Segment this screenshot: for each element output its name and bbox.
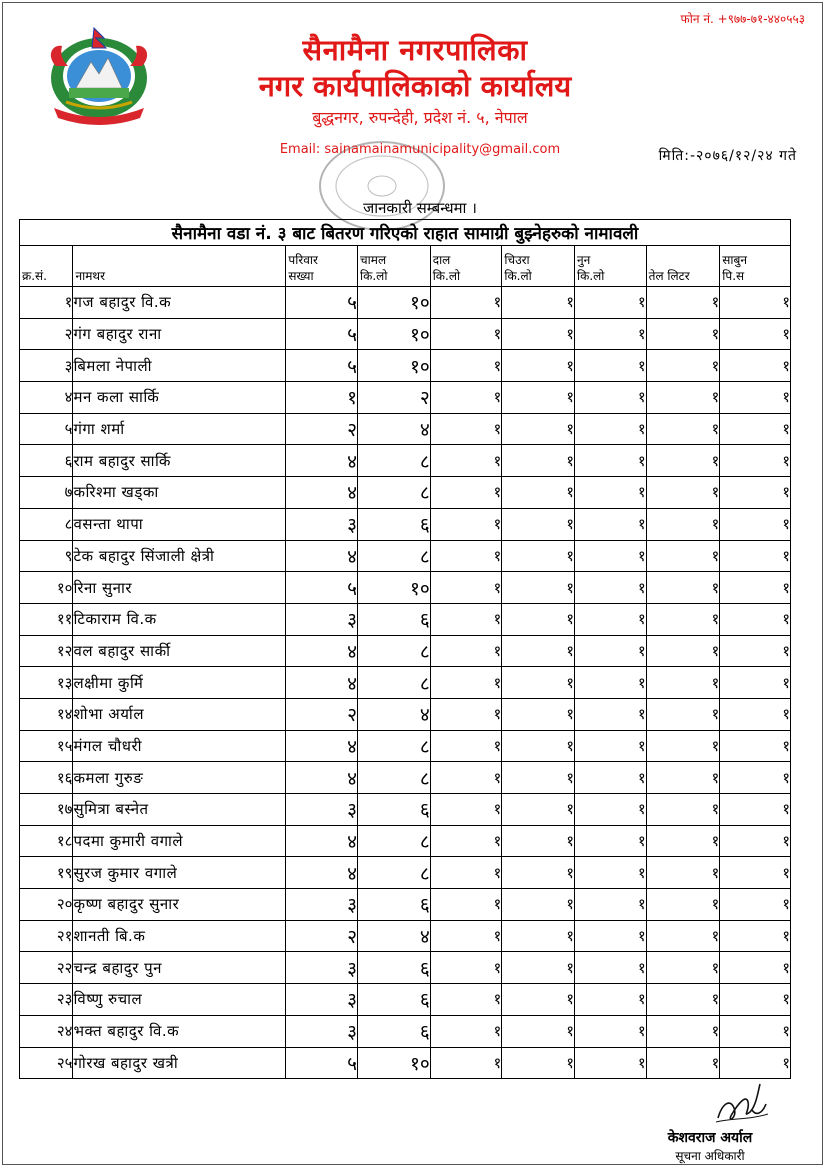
header-soap-line2: पि.स bbox=[722, 269, 745, 283]
cell-serial: ९ bbox=[20, 540, 73, 572]
cell-rice: ८ bbox=[358, 857, 431, 889]
cell-soap: १ bbox=[720, 698, 791, 730]
cell-family-size: २ bbox=[286, 920, 358, 952]
cell-name: पदमा कुमारी वगाले bbox=[73, 825, 286, 857]
cell-dal: १ bbox=[430, 698, 502, 730]
cell-family-size: ४ bbox=[286, 477, 358, 509]
header-dal-line1: दाल bbox=[432, 253, 451, 267]
cell-name: शानती बि.क bbox=[73, 920, 286, 952]
cell-name: कृष्ण बहादुर सुनार bbox=[73, 889, 286, 921]
cell-oil: १ bbox=[646, 762, 720, 794]
header-rice-line1: चामल bbox=[360, 253, 387, 267]
cell-name: गंगा शर्मा bbox=[73, 413, 286, 445]
cell-family-size: ३ bbox=[286, 603, 358, 635]
cell-salt: १ bbox=[575, 667, 647, 699]
handwritten-signature bbox=[712, 1074, 772, 1134]
cell-soap: १ bbox=[720, 730, 791, 762]
cell-chiura: १ bbox=[502, 984, 575, 1016]
table-row bbox=[20, 287, 791, 319]
cell-chiura: १ bbox=[502, 572, 575, 604]
cell-salt: १ bbox=[575, 1047, 647, 1079]
cell-soap: १ bbox=[720, 540, 791, 572]
cell-chiura: १ bbox=[502, 794, 575, 826]
cell-oil: १ bbox=[646, 413, 720, 445]
table-row bbox=[20, 508, 791, 540]
cell-salt: १ bbox=[575, 413, 647, 445]
table-row bbox=[20, 857, 791, 889]
cell-serial: २० bbox=[20, 889, 73, 921]
cell-name: टेक बहादुर सिंजाली क्षेत्री bbox=[73, 540, 286, 572]
cell-oil: १ bbox=[646, 857, 720, 889]
cell-salt: १ bbox=[575, 477, 647, 509]
cell-name: मन कला सार्कि bbox=[73, 382, 286, 414]
cell-dal: १ bbox=[430, 635, 502, 667]
cell-chiura: १ bbox=[502, 477, 575, 509]
cell-serial: १४ bbox=[20, 698, 73, 730]
cell-salt: १ bbox=[575, 603, 647, 635]
cell-salt: १ bbox=[575, 730, 647, 762]
cell-chiura: १ bbox=[502, 287, 575, 319]
cell-dal: १ bbox=[430, 1047, 502, 1079]
cell-rice: १० bbox=[358, 318, 431, 350]
cell-soap: १ bbox=[720, 572, 791, 604]
table-row bbox=[20, 984, 791, 1016]
signer-designation: सूचना अधिकारी bbox=[675, 1149, 745, 1163]
cell-family-size: २ bbox=[286, 698, 358, 730]
cell-family-size: ४ bbox=[286, 857, 358, 889]
header-dal-line2: कि.लो bbox=[432, 269, 461, 283]
header-serial: क्र.सं. bbox=[20, 246, 73, 287]
table-row bbox=[20, 318, 791, 350]
cell-serial: ७ bbox=[20, 477, 73, 509]
cell-salt: १ bbox=[575, 698, 647, 730]
phone-number: फोन नं. +९७७-७१-४४०५५३ bbox=[680, 12, 805, 26]
cell-oil: १ bbox=[646, 350, 720, 382]
cell-name: टिकाराम वि.क bbox=[73, 603, 286, 635]
cell-oil: १ bbox=[646, 698, 720, 730]
cell-salt: १ bbox=[575, 508, 647, 540]
cell-chiura: १ bbox=[502, 698, 575, 730]
cell-oil: १ bbox=[646, 382, 720, 414]
organization-name: सैनामैना नगरपालिका bbox=[302, 33, 528, 67]
cell-oil: १ bbox=[646, 794, 720, 826]
cell-serial: ११ bbox=[20, 603, 73, 635]
cell-soap: १ bbox=[720, 825, 791, 857]
cell-dal: १ bbox=[430, 920, 502, 952]
cell-soap: १ bbox=[720, 635, 791, 667]
cell-rice: ८ bbox=[358, 635, 431, 667]
table-title: सैनामैना वडा नं. ३ बाट बितरण गरिएको राहात सामाग्री बुझ्नेहरुको नामावली bbox=[171, 224, 639, 244]
cell-chiura: १ bbox=[502, 635, 575, 667]
header-soap-line1: साबुन bbox=[722, 253, 748, 267]
table-row bbox=[20, 445, 791, 477]
cell-chiura: १ bbox=[502, 762, 575, 794]
cell-name: वल बहादुर सार्की bbox=[73, 635, 286, 667]
cell-serial: ६ bbox=[20, 445, 73, 477]
cell-soap: १ bbox=[720, 667, 791, 699]
cell-oil: १ bbox=[646, 889, 720, 921]
cell-family-size: ४ bbox=[286, 667, 358, 699]
cell-dal: १ bbox=[430, 667, 502, 699]
cell-rice: ८ bbox=[358, 762, 431, 794]
cell-chiura: १ bbox=[502, 350, 575, 382]
cell-oil: १ bbox=[646, 477, 720, 509]
cell-family-size: ४ bbox=[286, 445, 358, 477]
cell-dal: १ bbox=[430, 477, 502, 509]
cell-chiura: १ bbox=[502, 1015, 575, 1047]
cell-chiura: १ bbox=[502, 540, 575, 572]
cell-dal: १ bbox=[430, 984, 502, 1016]
cell-salt: १ bbox=[575, 445, 647, 477]
cell-salt: १ bbox=[575, 635, 647, 667]
cell-rice: ८ bbox=[358, 445, 431, 477]
cell-name: कमला गुरुङ bbox=[73, 762, 286, 794]
header-chiura-line1: चिउरा bbox=[504, 253, 530, 267]
cell-family-size: ५ bbox=[286, 1047, 358, 1079]
cell-family-size: ३ bbox=[286, 508, 358, 540]
cell-dal: १ bbox=[430, 603, 502, 635]
cell-serial: १३ bbox=[20, 667, 73, 699]
cell-oil: १ bbox=[646, 287, 720, 319]
table-row bbox=[20, 1047, 791, 1079]
cell-rice: ८ bbox=[358, 540, 431, 572]
cell-rice: ८ bbox=[358, 477, 431, 509]
cell-oil: १ bbox=[646, 445, 720, 477]
cell-family-size: ५ bbox=[286, 572, 358, 604]
cell-dal: १ bbox=[430, 318, 502, 350]
cell-soap: १ bbox=[720, 762, 791, 794]
cell-serial: २१ bbox=[20, 920, 73, 952]
cell-salt: १ bbox=[575, 572, 647, 604]
table-row bbox=[20, 477, 791, 509]
cell-family-size: ३ bbox=[286, 1015, 358, 1047]
table-row bbox=[20, 635, 791, 667]
header-chiura bbox=[502, 246, 575, 287]
header-rice bbox=[358, 246, 431, 287]
cell-dal: १ bbox=[430, 825, 502, 857]
header-chiura-line2: कि.लो bbox=[504, 269, 532, 283]
cell-dal: १ bbox=[430, 413, 502, 445]
cell-rice: ४ bbox=[358, 920, 431, 952]
cell-salt: १ bbox=[575, 952, 647, 984]
cell-rice: १० bbox=[358, 1047, 431, 1079]
cell-serial: २५ bbox=[20, 1047, 73, 1079]
cell-family-size: ३ bbox=[286, 794, 358, 826]
cell-rice: ६ bbox=[358, 603, 431, 635]
cell-name: करिश्मा खड्का bbox=[73, 477, 286, 509]
table-row bbox=[20, 698, 791, 730]
cell-soap: १ bbox=[720, 603, 791, 635]
cell-name: गोरख बहादुर खत्री bbox=[73, 1047, 286, 1079]
cell-family-size: ४ bbox=[286, 762, 358, 794]
cell-dal: १ bbox=[430, 382, 502, 414]
cell-serial: ५ bbox=[20, 413, 73, 445]
cell-soap: १ bbox=[720, 857, 791, 889]
cell-dal: १ bbox=[430, 794, 502, 826]
cell-chiura: १ bbox=[502, 413, 575, 445]
cell-rice: ६ bbox=[358, 508, 431, 540]
cell-serial: १८ bbox=[20, 825, 73, 857]
cell-chiura: १ bbox=[502, 445, 575, 477]
cell-salt: १ bbox=[575, 794, 647, 826]
cell-chiura: १ bbox=[502, 508, 575, 540]
cell-dal: १ bbox=[430, 952, 502, 984]
cell-family-size: ५ bbox=[286, 318, 358, 350]
cell-chiura: १ bbox=[502, 1047, 575, 1079]
header-oil: तेल लिटर bbox=[646, 246, 720, 287]
table-row bbox=[20, 667, 791, 699]
cell-serial: १ bbox=[20, 287, 73, 319]
cell-rice: ४ bbox=[358, 413, 431, 445]
cell-serial: २ bbox=[20, 318, 73, 350]
cell-soap: १ bbox=[720, 445, 791, 477]
cell-chiura: १ bbox=[502, 318, 575, 350]
table-row bbox=[20, 952, 791, 984]
header-dal bbox=[430, 246, 502, 287]
header-soap bbox=[720, 246, 791, 287]
cell-oil: १ bbox=[646, 825, 720, 857]
cell-serial: १९ bbox=[20, 857, 73, 889]
cell-salt: १ bbox=[575, 857, 647, 889]
cell-rice: ४ bbox=[358, 698, 431, 730]
cell-soap: १ bbox=[720, 920, 791, 952]
cell-serial: १५ bbox=[20, 730, 73, 762]
cell-oil: १ bbox=[646, 984, 720, 1016]
cell-family-size: ३ bbox=[286, 984, 358, 1016]
cell-name: चन्द्र बहादुर पुन bbox=[73, 952, 286, 984]
cell-salt: १ bbox=[575, 350, 647, 382]
cell-name: वसन्ता थापा bbox=[73, 508, 286, 540]
cell-soap: १ bbox=[720, 889, 791, 921]
table-row bbox=[20, 572, 791, 604]
signer-name: केशवराज अर्याल bbox=[667, 1130, 753, 1146]
cell-rice: ८ bbox=[358, 730, 431, 762]
cell-salt: १ bbox=[575, 889, 647, 921]
cell-chiura: १ bbox=[502, 857, 575, 889]
cell-serial: १२ bbox=[20, 635, 73, 667]
cell-name: मंगल चौधरी bbox=[73, 730, 286, 762]
cell-rice: १० bbox=[358, 350, 431, 382]
cell-soap: १ bbox=[720, 1015, 791, 1047]
cell-name: लक्षीमा कुर्मि bbox=[73, 667, 286, 699]
cell-serial: ८ bbox=[20, 508, 73, 540]
cell-family-size: १ bbox=[286, 382, 358, 414]
cell-dal: १ bbox=[430, 889, 502, 921]
cell-family-size: ५ bbox=[286, 287, 358, 319]
cell-salt: १ bbox=[575, 825, 647, 857]
cell-chiura: १ bbox=[502, 952, 575, 984]
cell-serial: १६ bbox=[20, 762, 73, 794]
cell-chiura: १ bbox=[502, 382, 575, 414]
header-salt-line1: नुन bbox=[577, 253, 591, 267]
cell-chiura: १ bbox=[502, 889, 575, 921]
cell-chiura: १ bbox=[502, 603, 575, 635]
cell-serial: ४ bbox=[20, 382, 73, 414]
table-row bbox=[20, 794, 791, 826]
cell-oil: १ bbox=[646, 667, 720, 699]
table-row bbox=[20, 382, 791, 414]
cell-dal: १ bbox=[430, 540, 502, 572]
cell-soap: १ bbox=[720, 382, 791, 414]
cell-serial: ३ bbox=[20, 350, 73, 382]
cell-chiura: १ bbox=[502, 730, 575, 762]
table-row bbox=[20, 825, 791, 857]
cell-salt: १ bbox=[575, 382, 647, 414]
table-header-row bbox=[20, 246, 791, 287]
header-rice-line2: कि.लो bbox=[360, 269, 388, 283]
cell-rice: ६ bbox=[358, 952, 431, 984]
cell-soap: १ bbox=[720, 318, 791, 350]
letter-date: मिति:-२०७६/१२/२४ गते bbox=[658, 148, 797, 164]
office-name: नगर कार्यपालिकाको कार्यालय bbox=[258, 69, 572, 103]
cell-rice: १० bbox=[358, 572, 431, 604]
cell-oil: १ bbox=[646, 603, 720, 635]
cell-oil: १ bbox=[646, 1047, 720, 1079]
cell-name: रिना सुनार bbox=[73, 572, 286, 604]
cell-dal: १ bbox=[430, 762, 502, 794]
cell-salt: १ bbox=[575, 984, 647, 1016]
cell-dal: १ bbox=[430, 730, 502, 762]
table-body bbox=[20, 287, 791, 1079]
cell-serial: २४ bbox=[20, 1015, 73, 1047]
cell-serial: २३ bbox=[20, 984, 73, 1016]
cell-rice: १० bbox=[358, 287, 431, 319]
cell-soap: १ bbox=[720, 413, 791, 445]
cell-rice: ६ bbox=[358, 1015, 431, 1047]
cell-name: सुमित्रा बस्नेत bbox=[73, 794, 286, 826]
cell-oil: १ bbox=[646, 952, 720, 984]
cell-rice: ६ bbox=[358, 889, 431, 921]
cell-family-size: ५ bbox=[286, 350, 358, 382]
cell-rice: ६ bbox=[358, 984, 431, 1016]
cell-name: राम बहादुर सार्कि bbox=[73, 445, 286, 477]
cell-chiura: १ bbox=[502, 920, 575, 952]
cell-oil: १ bbox=[646, 1015, 720, 1047]
office-email: Email: sainamainamunicipality@gmail.com bbox=[279, 142, 561, 157]
cell-dal: १ bbox=[430, 287, 502, 319]
cell-soap: १ bbox=[720, 508, 791, 540]
cell-oil: १ bbox=[646, 730, 720, 762]
cell-family-size: ३ bbox=[286, 889, 358, 921]
cell-oil: १ bbox=[646, 508, 720, 540]
cell-name: बिमला नेपाली bbox=[73, 350, 286, 382]
cell-rice: ८ bbox=[358, 825, 431, 857]
relief-distribution-table bbox=[19, 219, 791, 1079]
cell-dal: १ bbox=[430, 857, 502, 889]
cell-serial: २२ bbox=[20, 952, 73, 984]
header-salt bbox=[575, 246, 647, 287]
cell-name: भक्त बहादुर वि.क bbox=[73, 1015, 286, 1047]
cell-chiura: १ bbox=[502, 825, 575, 857]
cell-soap: १ bbox=[720, 1047, 791, 1079]
header-family-line1: परिवार bbox=[288, 253, 318, 267]
cell-soap: १ bbox=[720, 794, 791, 826]
cell-soap: १ bbox=[720, 477, 791, 509]
cell-serial: १७ bbox=[20, 794, 73, 826]
header-family-size bbox=[286, 246, 358, 287]
table-row bbox=[20, 730, 791, 762]
cell-salt: १ bbox=[575, 318, 647, 350]
table-row bbox=[20, 762, 791, 794]
cell-oil: १ bbox=[646, 318, 720, 350]
cell-dal: १ bbox=[430, 572, 502, 604]
cell-salt: १ bbox=[575, 762, 647, 794]
table-row bbox=[20, 350, 791, 382]
cell-dal: १ bbox=[430, 350, 502, 382]
cell-name: सुरज कुमार वगाले bbox=[73, 857, 286, 889]
cell-salt: १ bbox=[575, 920, 647, 952]
cell-dal: १ bbox=[430, 1015, 502, 1047]
cell-family-size: ४ bbox=[286, 540, 358, 572]
cell-name: गज बहादुर वि.क bbox=[73, 287, 286, 319]
cell-chiura: १ bbox=[502, 667, 575, 699]
cell-soap: १ bbox=[720, 952, 791, 984]
cell-soap: १ bbox=[720, 350, 791, 382]
cell-dal: १ bbox=[430, 445, 502, 477]
cell-soap: १ bbox=[720, 287, 791, 319]
cell-rice: ८ bbox=[358, 667, 431, 699]
cell-oil: १ bbox=[646, 635, 720, 667]
office-address: बुद्धनगर, रुपन्देही, प्रदेश नं. ५, नेपाल bbox=[312, 108, 528, 127]
cell-family-size: ३ bbox=[286, 952, 358, 984]
cell-family-size: ४ bbox=[286, 825, 358, 857]
cell-name: शोभा अर्याल bbox=[73, 698, 286, 730]
cell-oil: १ bbox=[646, 920, 720, 952]
cell-name: विष्णु रुचाल bbox=[73, 984, 286, 1016]
table-row bbox=[20, 889, 791, 921]
cell-oil: १ bbox=[646, 540, 720, 572]
cell-rice: २ bbox=[358, 382, 431, 414]
cell-rice: ६ bbox=[358, 794, 431, 826]
cell-salt: १ bbox=[575, 287, 647, 319]
table-row bbox=[20, 540, 791, 572]
cell-family-size: ४ bbox=[286, 635, 358, 667]
table-row bbox=[20, 603, 791, 635]
cell-serial: १० bbox=[20, 572, 73, 604]
cell-name: गंग बहादुर राना bbox=[73, 318, 286, 350]
header-family-line2: सख्या bbox=[288, 269, 314, 283]
municipality-emblem-logo bbox=[36, 26, 162, 126]
cell-oil: १ bbox=[646, 572, 720, 604]
cell-dal: १ bbox=[430, 508, 502, 540]
header-name: नामथर bbox=[73, 246, 286, 287]
table-row bbox=[20, 920, 791, 952]
cell-salt: १ bbox=[575, 540, 647, 572]
header-salt-line2: कि.लो bbox=[577, 269, 605, 283]
cell-soap: १ bbox=[720, 984, 791, 1016]
cell-salt: १ bbox=[575, 1015, 647, 1047]
cell-family-size: २ bbox=[286, 413, 358, 445]
table-row bbox=[20, 1015, 791, 1047]
table-row bbox=[20, 413, 791, 445]
cell-family-size: ४ bbox=[286, 730, 358, 762]
letter-subject: जानकारी सम्बन्धमा । bbox=[363, 199, 477, 217]
